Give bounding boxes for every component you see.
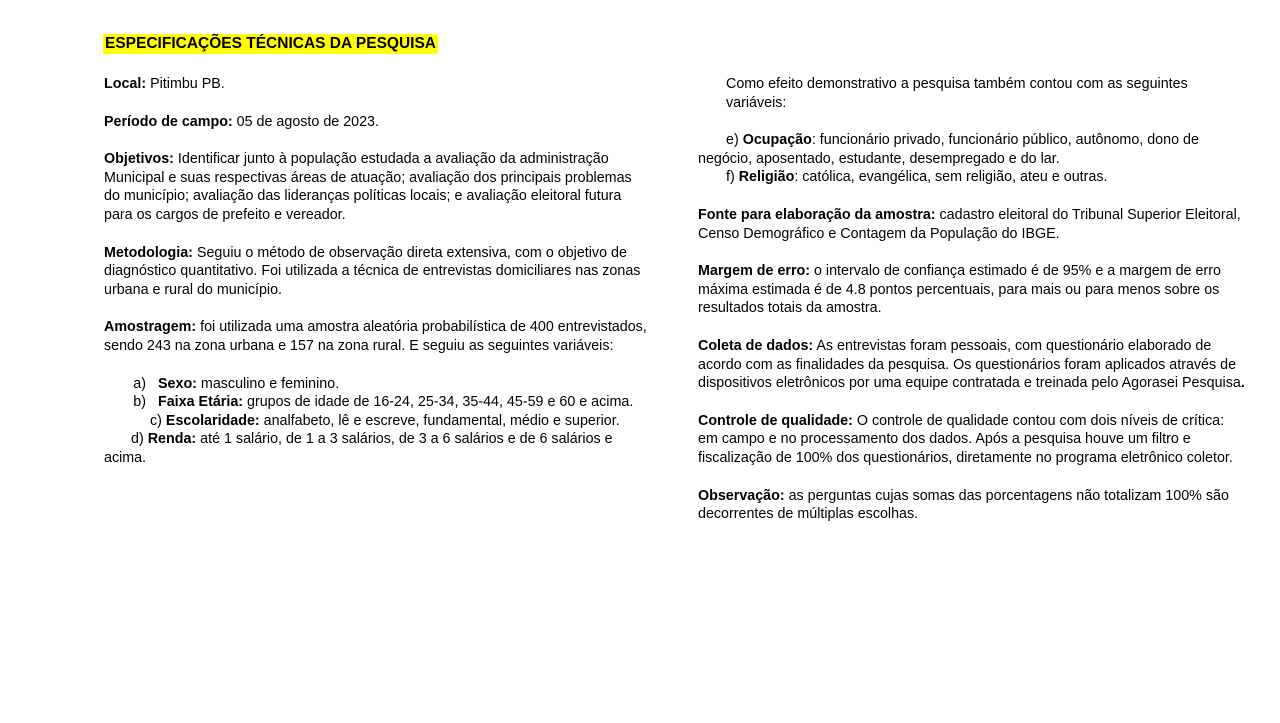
variable-label: Faixa Etária: <box>158 394 244 411</box>
page-title: ESPECIFICAÇÕES TÉCNICAS DA PESQUISA <box>105 35 437 52</box>
coleta-text: As entrevistas foram pessoais, com questionário elaborado de acordo com as finalidades da pesquisa. Os questionários foram aplicados através de dispositivos eletrônicos por uma equipe contratada e treinada pelo Agorasei Pesquisa <box>698 337 1241 392</box>
metodologia-label: Metodologia: <box>104 244 193 261</box>
variable-marker: d) <box>131 431 144 448</box>
amostragem-label: Amostragem: <box>104 319 197 336</box>
variable-label: Sexo: <box>158 375 197 392</box>
metodologia-text: Seguiu o método de observação direta extensiva, com o objetivo de diagnóstico quantitativo. Foi utilizada a técnica de entrevistas domiciliares nas zonas urbana e rural do município. <box>104 244 641 298</box>
ocupacao-paragraph <box>698 131 1246 168</box>
intro-paragraph: Como efeito demonstrativo a pesquisa também contou com as seguintes variáveis: <box>726 76 1188 111</box>
ocupacao-marker: e) <box>726 132 739 149</box>
variable-text: até 1 salário, de 1 a 3 salários, de 3 a 6 salários e de 6 salários e acima. <box>104 431 613 466</box>
variable-text: analfabeto, lê e escreve, fundamental, médio e superior. <box>259 412 620 429</box>
right-column <box>698 75 1246 524</box>
left-column <box>104 75 649 468</box>
periodo-text: 05 de agosto de 2023. <box>232 113 379 130</box>
amostragem-paragraph <box>104 318 649 355</box>
margem-label: Margem de erro: <box>698 263 811 280</box>
metodologia-paragraph <box>104 244 649 300</box>
variable-text: masculino e feminino. <box>196 375 340 392</box>
variable-text: grupos de idade de 16-24, 25-34, 35-44, 45-59 e 60 e acima. <box>243 394 634 411</box>
local-text: Pitimbu PB. <box>146 76 225 92</box>
margem-text: o intervalo de confiança estimado é de 95% e a margem de erro máxima estimada é de 4.8 pontos percentuais, para mais ou para menos sobre os resultados totais da amostra. <box>698 263 1221 317</box>
variable-item-faixa-etaria <box>104 393 649 412</box>
religiao-paragraph <box>698 168 1246 187</box>
local-paragraph <box>104 75 649 94</box>
controle-label: Controle de qualidade: <box>698 412 853 429</box>
objetivos-label: Objetivos: <box>104 151 174 168</box>
variable-label: Renda: <box>147 431 197 448</box>
coleta-paragraph <box>698 337 1246 393</box>
observacao-text: as perguntas cujas somas das porcentagens não totalizam 100% são decorrentes de múltiplas escolhas. <box>698 487 1229 523</box>
observacao-label: Observação: <box>698 487 785 504</box>
coleta-label: Coleta de dados: <box>698 337 814 354</box>
periodo-label: Período de campo: <box>104 113 233 130</box>
religiao-label: Religião <box>738 169 795 186</box>
periodo-paragraph <box>104 113 649 132</box>
variable-marker: b) <box>133 394 146 411</box>
variable-label: Escolaridade: <box>165 412 260 429</box>
observacao-paragraph <box>698 487 1246 524</box>
variable-item-escolaridade <box>104 412 649 431</box>
variable-item-sexo <box>104 375 649 394</box>
amostragem-text: foi utilizada uma amostra aleatória probabilística de 400 entrevistados, sendo 243 na zona urbana e 157 na zona rural. E seguiu as seguintes variáveis: <box>104 319 647 354</box>
fonte-text: cadastro eleitoral do Tribunal Superior Eleitoral, Censo Demográfico e Contagem da População do IBGE. <box>698 206 1241 242</box>
variable-marker: c) <box>150 412 162 429</box>
controle-text: O controle de qualidade contou com dois níveis de crítica: em campo e no processamento dos dados. Após a pesquisa houve um filtro e fiscalização de 100% dos questionários, diretamente no programa eletrônico coletor. <box>698 412 1233 466</box>
variable-marker: a) <box>133 375 146 392</box>
objetivos-paragraph <box>104 150 649 224</box>
fonte-paragraph <box>698 206 1246 243</box>
controle-paragraph <box>698 412 1246 468</box>
coleta-tail: . <box>1240 375 1245 392</box>
religiao-text: : católica, evangélica, sem religião, ateu e outras. <box>794 169 1108 186</box>
objetivos-text: Identificar junto à população estudada a avaliação da administração Municipal e suas respectivas áreas de atuação; avaliação dos principais problemas do município; avaliação das lideranças políticas locais; e avaliação eleitoral futura para os cargos de prefeito e vereador. <box>104 151 632 223</box>
ocupacao-text: : funcionário privado, funcionário público, autônomo, dono de negócio, aposentado, estudante, desempregado e do lar. <box>698 132 1199 167</box>
margem-paragraph <box>698 262 1246 318</box>
variable-item-renda <box>104 430 649 467</box>
ocupacao-label: Ocupação <box>742 132 812 149</box>
religiao-marker: f) <box>726 169 735 186</box>
fonte-label: Fonte para elaboração da amostra: <box>698 206 936 223</box>
local-label: Local: <box>104 76 147 92</box>
